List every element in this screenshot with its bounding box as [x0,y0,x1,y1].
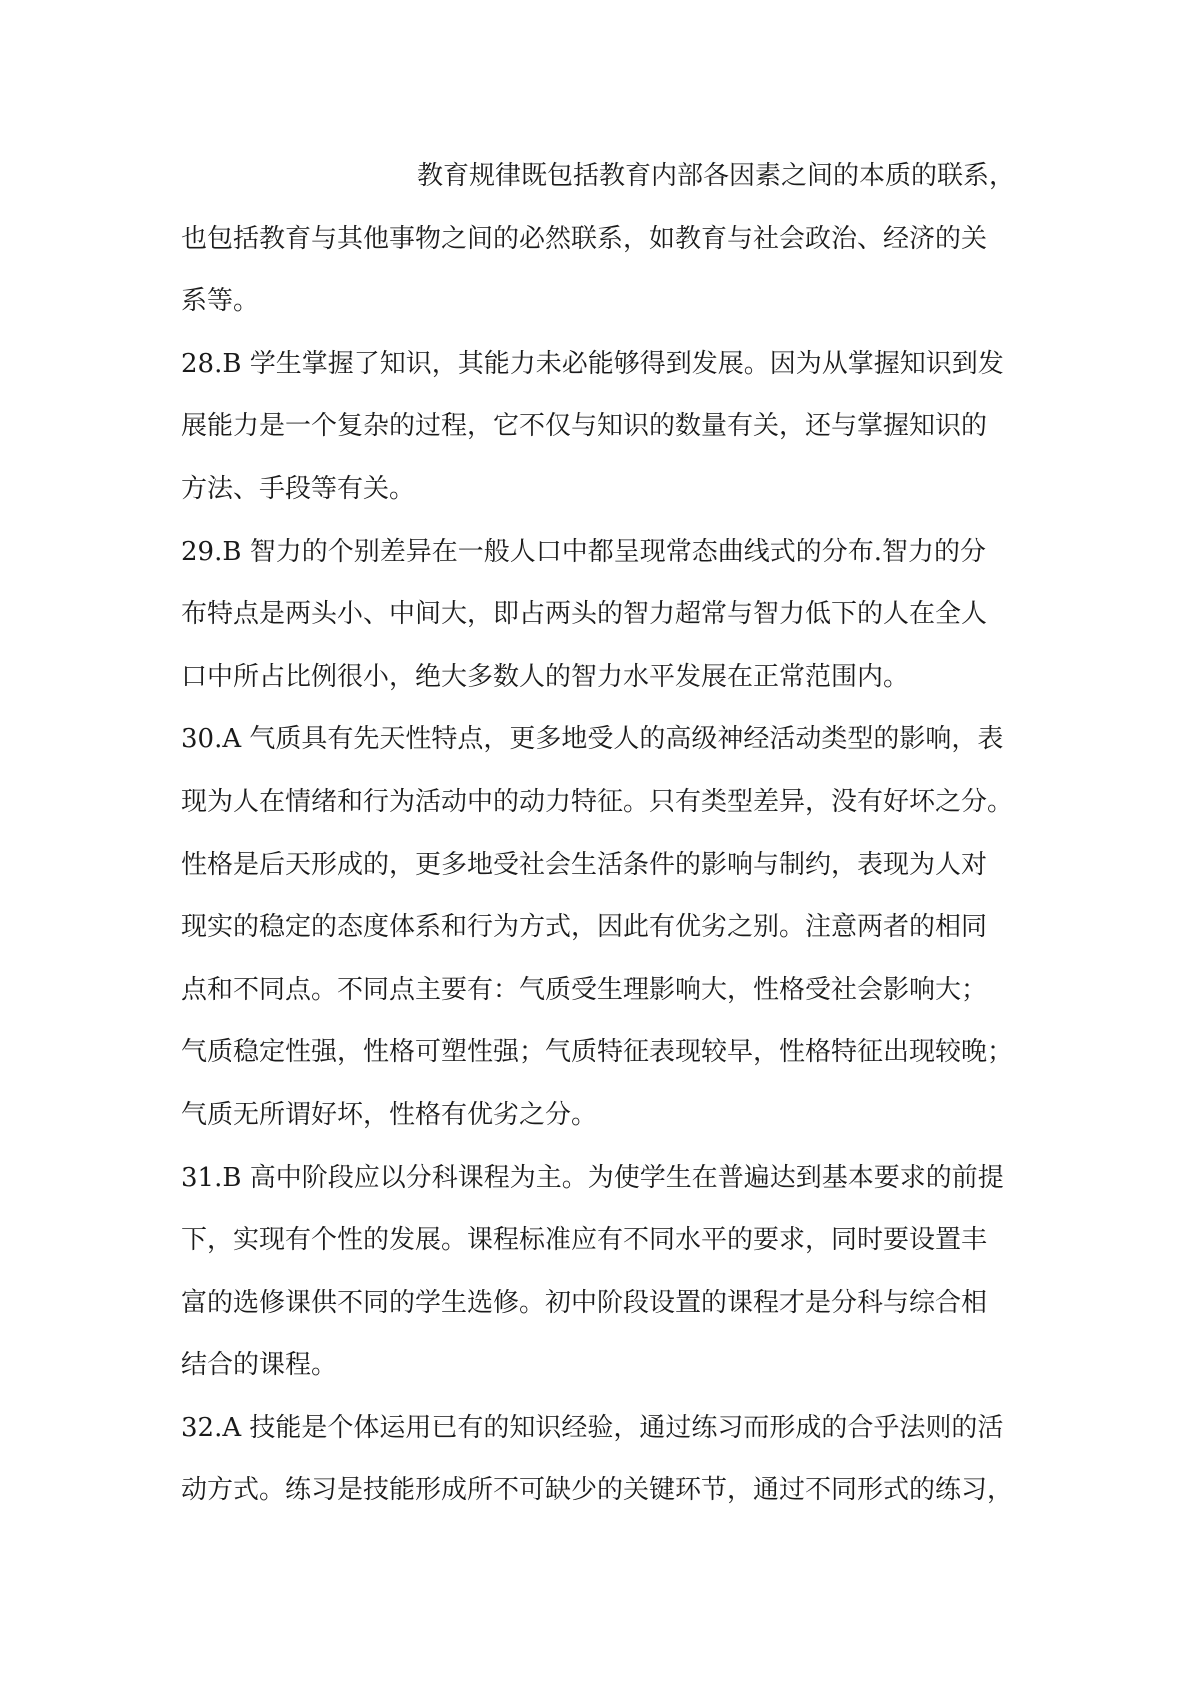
text-line: 31.B 高中阶段应以分科课程为主。为使学生在普遍达到基本要求的前提 [181,1162,1004,1193]
text-line: 29.B 智力的个别差异在一般人口中都呈现常态曲线式的分布.智力的分 [181,536,986,567]
text-line: 结合的课程。 [181,1350,338,1381]
text-line: 富的选修课供不同的学生选修。初中阶段设置的课程才是分科与综合相 [181,1287,988,1318]
text-line: 系等。 [181,286,260,317]
text-line: 气质无所谓好坏，性格有优劣之分。 [181,1099,598,1130]
text-line: 动方式。练习是技能形成所不可缺少的关键环节，通过不同形式的练习， [181,1475,1014,1506]
text-line: 布特点是两头小、中间大，即占两头的智力超常与智力低下的人在全人 [181,599,988,630]
text-line: 气质稳定性强，性格可塑性强；气质特征表现较早，性格特征出现较晚； [181,1037,1014,1068]
text-line: 教育规律既包括教育内部各因素之间的本质的联系， [417,161,1016,191]
text-line: 28.B 学生掌握了知识，其能力未必能够得到发展。因为从掌握知识到发 [181,348,1004,379]
text-line: 性格是后天形成的，更多地受社会生活条件的影响与制约，表现为人对 [181,849,988,880]
text-line: 32.A 技能是个体运用已有的知识经验，通过练习而形成的合乎法则的活 [181,1412,1004,1443]
text-line: 30.A 气质具有先天性特点，更多地受人的高级神经活动类型的影响，表 [181,724,1004,755]
text-line: 方法、手段等有关。 [181,473,416,504]
text-line: 点和不同点。不同点主要有：气质受生理影响大，性格受社会影响大； [181,974,988,1005]
text-line: 现为人在情绪和行为活动中的动力特征。只有类型差异，没有好坏之分。 [181,786,1014,817]
text-line: 展能力是一个复杂的过程，它不仅与知识的数量有关，还与掌握知识的 [181,411,988,442]
text-line: 现实的稳定的态度体系和行为方式，因此有优劣之别。注意两者的相同 [181,912,988,943]
text-line: 下，实现有个性的发展。课程标准应有不同水平的要求，同时要设置丰 [181,1225,988,1256]
text-line: 口中所占比例很小，绝大多数人的智力水平发展在正常范围内。 [181,661,910,692]
answer-explanations-text [181,145,1021,1522]
text-line: 也包括教育与其他事物之间的必然联系，如教育与社会政治、经济的关 [181,223,988,254]
